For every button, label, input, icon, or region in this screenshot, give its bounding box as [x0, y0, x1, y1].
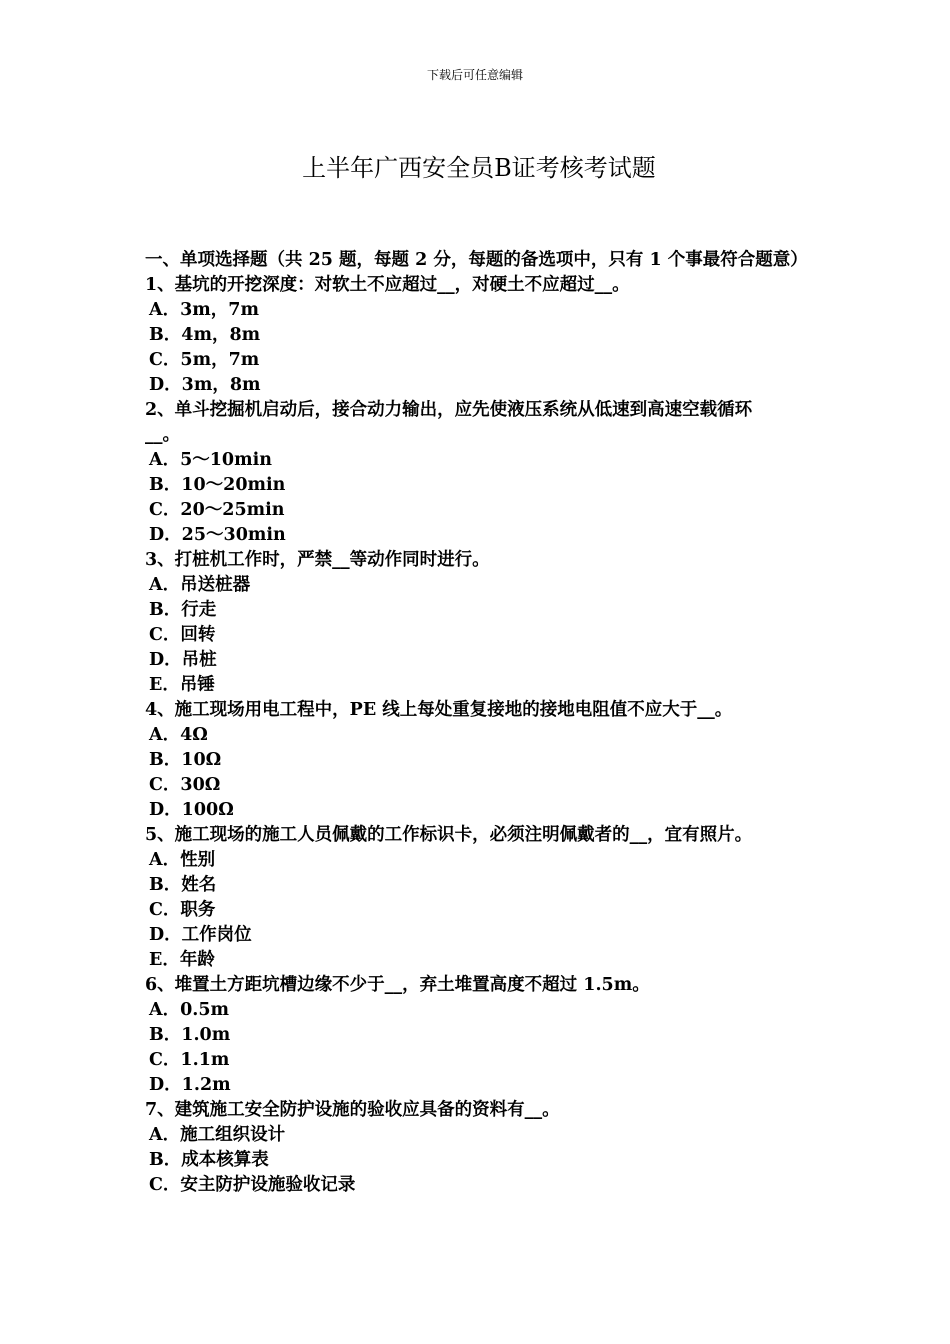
document-title: 上半年广西安全员B证考核考试题 — [302, 154, 656, 182]
question-stem: 6、堆置土方距坑槽边缘不少于__，弃土堆置高度不超过 1.5m。 — [145, 975, 650, 995]
question-3 — [145, 548, 810, 698]
option-d: D．1.2m — [149, 1075, 231, 1095]
option-b: B．1.0m — [149, 1025, 231, 1045]
option-b: B．10Ω — [149, 750, 222, 770]
option-d: D．100Ω — [149, 800, 234, 820]
option-d: D．3m，8m — [149, 375, 261, 395]
document-body — [145, 248, 810, 1198]
question-stem: 3、打桩机工作时，严禁__等动作同时进行。 — [145, 550, 490, 570]
question-7 — [145, 1098, 810, 1198]
option-d: D．工作岗位 — [149, 925, 252, 945]
option-c: C．职务 — [149, 900, 216, 920]
question-5 — [145, 823, 810, 973]
question-stem-line-2: __。 — [145, 425, 180, 445]
option-a: A．性别 — [149, 850, 216, 870]
option-a: A．施工组织设计 — [149, 1125, 286, 1145]
option-c: C．5m，7m — [149, 350, 260, 370]
section-heading: 一、单项选择题（共 25 题，每题 2 分，每题的备选项中，只有 1 个事最符合题意） — [145, 250, 808, 270]
option-a: A．4Ω — [149, 725, 208, 745]
header-note: 下载后可任意编辑 — [426, 68, 523, 82]
option-c: C．回转 — [149, 625, 216, 645]
option-c: C．安主防护设施验收记录 — [149, 1175, 356, 1195]
option-c: C．20～25min — [149, 500, 285, 520]
option-b: B．10～20min — [149, 475, 286, 495]
option-e: E．年龄 — [149, 950, 215, 970]
question-stem-line-1: 2、单斗挖掘机启动后，接合动力输出，应先使液压系统从低速到高速空载循环 — [145, 400, 753, 420]
question-6 — [145, 973, 810, 1098]
option-b: B．行走 — [149, 600, 217, 620]
question-stem: 7、建筑施工安全防护设施的验收应具备的资料有__。 — [145, 1100, 560, 1120]
option-c: C．1.1m — [149, 1050, 230, 1070]
option-b: B．姓名 — [149, 875, 217, 895]
question-2 — [145, 398, 810, 548]
option-a: A．吊送桩器 — [149, 575, 251, 595]
question-stem: 4、施工现场用电工程中，PE 线上每处重复接地的接地电阻值不应大于__。 — [145, 700, 733, 720]
option-a: A．5～10min — [149, 450, 272, 470]
option-a: A．3m，7m — [149, 300, 259, 320]
option-b: B．成本核算表 — [149, 1150, 269, 1170]
question-4 — [145, 698, 810, 823]
option-b: B．4m，8m — [149, 325, 261, 345]
question-1 — [145, 273, 810, 398]
option-e: E．吊锤 — [149, 675, 215, 695]
option-d: D．吊桩 — [149, 650, 217, 670]
option-c: C．30Ω — [149, 775, 221, 795]
option-a: A．0.5m — [149, 1000, 230, 1020]
question-stem: 5、施工现场的施工人员佩戴的工作标识卡，必须注明佩戴者的__，宜有照片。 — [145, 825, 753, 845]
question-stem: 1、基坑的开挖深度：对软土不应超过__，对硬土不应超过__。 — [145, 275, 630, 295]
option-d: D．25～30min — [149, 525, 286, 545]
